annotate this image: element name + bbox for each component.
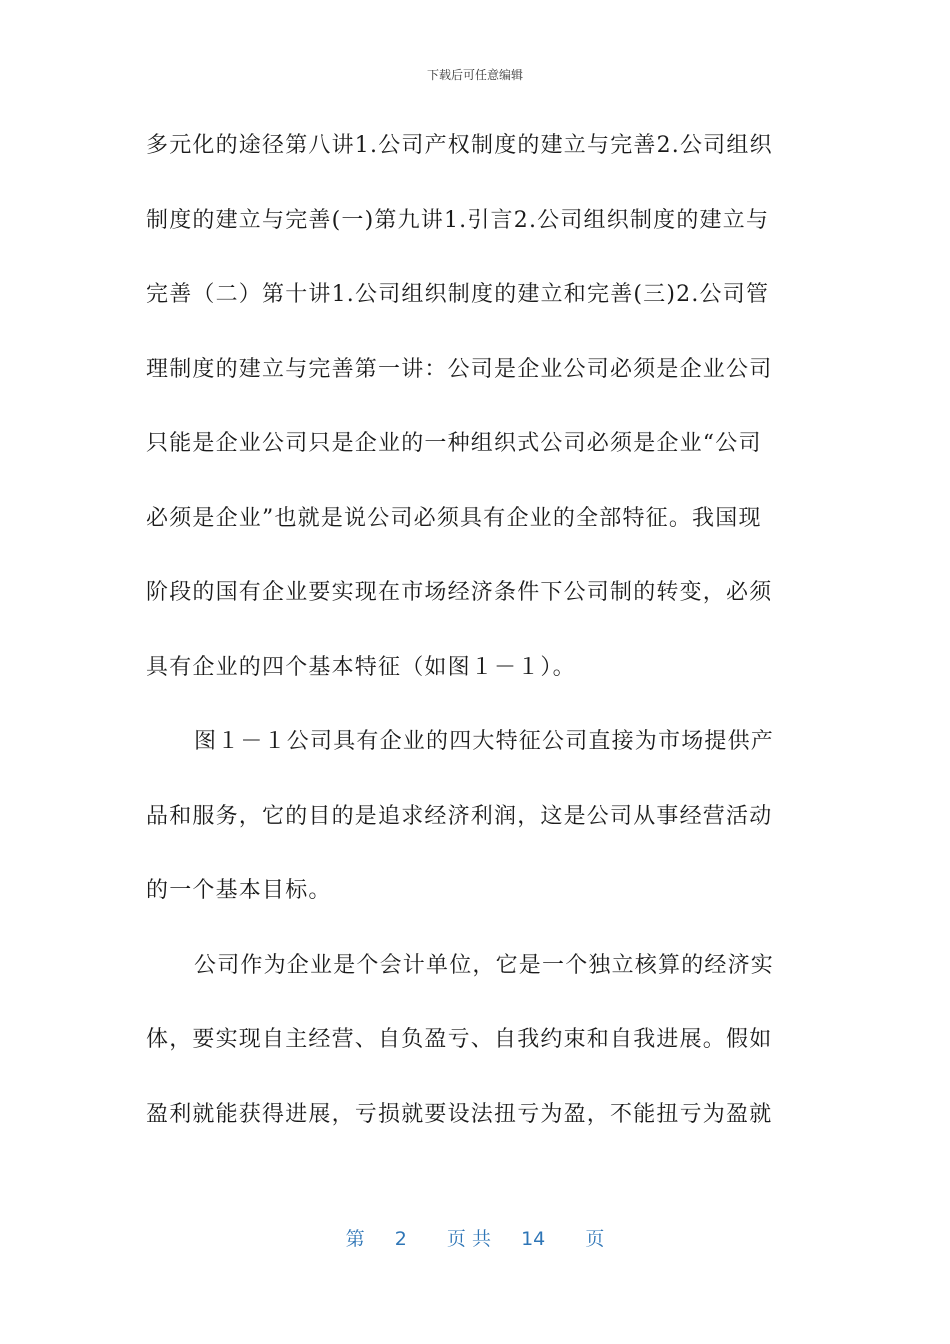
footer-ye: 页 xyxy=(585,1228,605,1250)
text-line: 的一个基本目标。 xyxy=(146,878,332,903)
footer-current-page: 2 xyxy=(394,1228,407,1250)
text-line: 阶段的国有企业要实现在市场经济条件下公司制的转变，必须 xyxy=(146,580,773,605)
footer-di: 第 xyxy=(345,1228,365,1250)
page-footer xyxy=(0,1224,950,1251)
text-line: 理制度的建立与完善第一讲：公司是企业公司必须是企业公司 xyxy=(146,356,773,382)
footer-total-pages: 14 xyxy=(521,1228,546,1250)
text-line: 必须是企业”也就是说公司必须具有企业的全部特征。我国现 xyxy=(146,505,762,531)
text-line-paragraph-start: 图１－１公司具有企业的四大特征公司直接为市场提供产 xyxy=(194,729,775,754)
text-line: 多元化的途径第八讲1.公司产权制度的建立与完善2.公司组织 xyxy=(146,133,773,158)
document-body xyxy=(146,120,806,1163)
page-header-note: 下载后可任意编辑 xyxy=(426,68,523,82)
text-line: 体，要实现自主经营、自负盈亏、自我约束和自我进展。假如 xyxy=(146,1027,773,1052)
text-line: 品和服务，它的目的是追求经济利润，这是公司从事经营活动 xyxy=(146,803,773,829)
text-line: 完善（二）第十讲1.公司组织制度的建立和完善(三)2.公司管 xyxy=(146,282,770,307)
footer-ye-gong: 页 共 xyxy=(446,1228,491,1250)
text-line: 只能是企业公司只是企业的一种组织式公司必须是企业“公司 xyxy=(146,431,762,456)
text-line: 具有企业的四个基本特征（如图１－１）。 xyxy=(146,654,576,680)
text-line-paragraph-start: 公司作为企业是个会计单位，它是一个独立核算的经济实 xyxy=(194,952,775,978)
text-line: 盈利就能获得进展，亏损就要设法扭亏为盈，不能扭亏为盈就 xyxy=(146,1101,773,1127)
text-line: 制度的建立与完善(一)第九讲1.引言2.公司组织制度的建立与 xyxy=(146,207,770,233)
